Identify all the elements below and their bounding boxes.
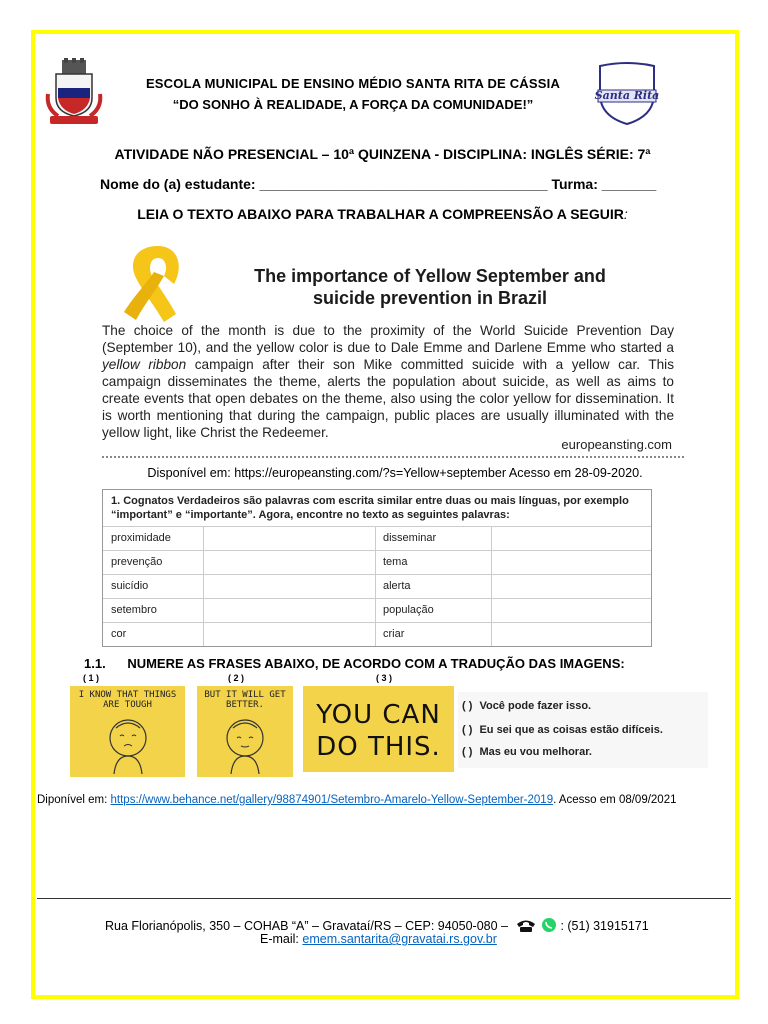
exercise-1-question: 1. Cognatos Verdadeiros são palavras com escrita similar entre duas ou mais línguas, por exemplo “important” e “importante”. Agora, encontre no texto as seguintes palavras:	[111, 495, 629, 521]
cognate-pt-right: criar	[383, 628, 405, 640]
cognate-pt-left: suicídio	[111, 580, 149, 592]
whatsapp-icon	[541, 917, 557, 933]
table-row	[103, 526, 651, 551]
article-source: europeansting.com	[561, 437, 672, 452]
footer-email-line: E-mail: emem.santarita@gravatai.rs.gov.br	[260, 932, 497, 946]
option-2: ( ) Eu sei que as coisas estão difíceis.	[462, 724, 663, 736]
cognate-pt-left: cor	[111, 628, 127, 640]
footer-divider	[37, 898, 731, 899]
cognate-pt-right: disseminar	[383, 532, 437, 544]
card-3-line-1: YOU CAN	[316, 700, 441, 730]
article-title: The importance of Yellow September and suicide prevention in Brazil	[254, 266, 606, 308]
cognate-pt-right: tema	[383, 556, 408, 568]
name-blank[interactable]: _____________________________________	[259, 176, 548, 192]
class-label: Turma:	[551, 176, 598, 192]
sad-girl-illustration-icon	[102, 716, 154, 774]
image-card-2	[197, 686, 293, 777]
image-label-2: ( 2 )	[228, 673, 245, 683]
footer-address-line: Rua Florianópolis, 350 – COHAB “A” – Gravataí/RS – CEP: 94050-080 – : (51) 31915171	[105, 919, 649, 933]
cognate-pt-right: população	[383, 604, 434, 616]
card-2-text: BUT IT WILL GET BETTER.	[204, 690, 286, 710]
article-availability: Disponível em: https://europeansting.com/?s=Yellow+september Acesso em 28-09-2020.	[147, 466, 643, 480]
seal-text: Santa Rita	[594, 89, 660, 102]
card-1-text: I KNOW THAT THINGS ARE TOUGH	[78, 690, 177, 710]
option-3: ( ) Mas eu vou melhorar.	[462, 746, 592, 758]
class-blank[interactable]: _______	[601, 176, 657, 192]
table-row	[103, 550, 651, 575]
school-name: ESCOLA MUNICIPAL DE ENSINO MÉDIO SANTA RITA DE CÁSSIA	[145, 76, 561, 91]
image-card-3	[303, 686, 454, 772]
yellow-ribbon-icon	[118, 242, 204, 328]
card-3-line-2: DO THIS.	[316, 732, 441, 762]
school-seal	[594, 60, 660, 126]
dotted-divider	[102, 456, 684, 458]
activity-title: ATIVIDADE NÃO PRESENCIAL – 10ª QUINZENA - DISCIPLINA: INGLÊS SÉRIE: 7ª	[114, 146, 651, 162]
option-1: ( ) Você pode fazer isso.	[462, 700, 592, 712]
table-row	[103, 622, 651, 647]
cognate-pt-right: alerta	[383, 580, 411, 592]
student-line	[100, 176, 680, 192]
translation-options	[458, 692, 708, 768]
article-body: The choice of the month is due to the proximity of the World Suicide Prevention Day (September 10), and the yellow color is due to Dale Emme and Darlene Emme who started a yellow ribbon campaign after their son Mike committed suicide with a yellow car. This campaign disseminates the theme, alerts the population about suicide, as well as aims to create events that open debates on the theme, also using the color yellow for dissemination. It is worth mentioning that during the campaign, public places are usually illuminated with the yellow light, like Christ the Redeemer.	[102, 323, 674, 440]
cognate-pt-left: proximidade	[111, 532, 171, 544]
name-label: Nome do (a) estudante:	[100, 176, 256, 192]
school-motto: “DO SONHO À REALIDADE, A FORÇA DA COMUNIDADE!”	[172, 97, 534, 112]
email-link[interactable]: emem.santarita@gravatai.rs.gov.br	[302, 932, 497, 946]
image-label-1: ( 1 )	[83, 673, 100, 683]
cognate-pt-left: prevenção	[111, 556, 163, 568]
behance-link[interactable]: https://www.behance.net/gallery/98874901/Setembro-Amarelo-Yellow-September-2019	[110, 794, 554, 806]
municipal-coat-of-arms-icon	[44, 58, 104, 128]
option-1-box[interactable]: ( )	[462, 700, 473, 712]
table-row	[103, 574, 651, 599]
image-label-3: ( 3 )	[376, 673, 393, 683]
girl-illustration-icon	[219, 716, 271, 774]
image-card-1	[70, 686, 185, 777]
cognate-pt-left: setembro	[111, 604, 157, 616]
exercise-1-1-heading: 1.1. NUMERE AS FRASES ABAIXO, DE ACORDO COM A TRADUÇÃO DAS IMAGENS:	[84, 656, 625, 671]
option-2-box[interactable]: ( )	[462, 724, 473, 736]
images-availability: Diponível em: https://www.behance.net/gallery/98874901/Setembro-Amarelo-Yellow-September-2019. Acesso em 08/09/2021	[37, 794, 677, 806]
telephone-icon	[515, 918, 537, 933]
table-row	[103, 598, 651, 623]
cognates-table	[102, 489, 652, 647]
option-3-box[interactable]: ( )	[462, 746, 473, 758]
reading-instruction: LEIA O TEXTO ABAIXO PARA TRABALHAR A COMPREENSÃO A SEGUIR:	[137, 206, 628, 222]
